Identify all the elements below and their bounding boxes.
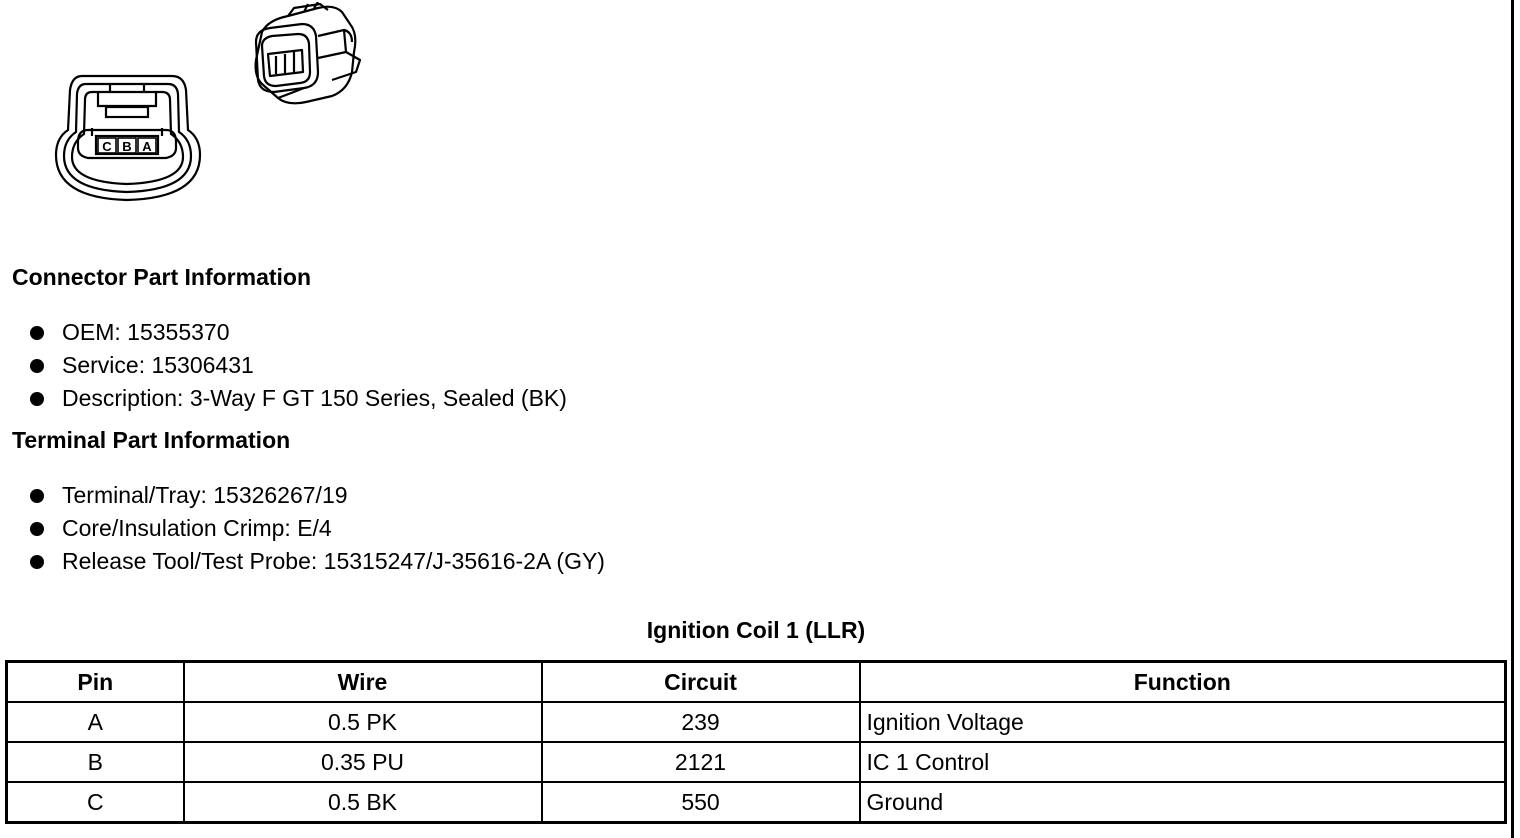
header-wire: Wire xyxy=(184,662,542,703)
cavity-label-c: C xyxy=(102,139,112,154)
connector-part-information-heading: Connector Part Information xyxy=(12,264,312,290)
table-row xyxy=(7,742,1506,782)
list-item-text: OEM: 15355370 xyxy=(62,319,230,345)
connector-part-information-list xyxy=(30,316,567,415)
list-item xyxy=(30,382,567,415)
bullet-icon xyxy=(30,489,44,503)
list-item xyxy=(30,545,605,578)
terminal-part-information-heading: Terminal Part Information xyxy=(12,427,291,453)
bullet-icon xyxy=(30,359,44,373)
list-item-text: Release Tool/Test Probe: 15315247/J-35616-2A (GY) xyxy=(62,548,605,574)
terminal-part-information-list xyxy=(30,479,605,578)
cell-circuit: 239 xyxy=(542,702,860,742)
table-row xyxy=(7,782,1506,823)
table-header-row xyxy=(7,662,1506,703)
header-pin: Pin xyxy=(7,662,184,703)
cell-function: IC 1 Control xyxy=(860,742,1506,782)
header-circuit: Circuit xyxy=(542,662,860,703)
list-item-text: Description: 3-Way F GT 150 Series, Sealed (BK) xyxy=(62,385,567,411)
list-item-text: Service: 15306431 xyxy=(62,352,254,378)
header-function: Function xyxy=(860,662,1506,703)
list-item xyxy=(30,479,605,512)
connector-isometric-view-illustration xyxy=(248,2,368,106)
pin-table-title: Ignition Coil 1 (LLR) xyxy=(646,617,866,643)
bullet-icon xyxy=(30,555,44,569)
cavity-label-b: B xyxy=(122,139,132,154)
list-item-text: Core/Insulation Crimp: E/4 xyxy=(62,515,332,541)
bullet-icon xyxy=(30,326,44,340)
cell-wire: 0.5 BK xyxy=(184,782,542,823)
bullet-icon xyxy=(30,522,44,536)
connector-front-view-illustration xyxy=(52,70,202,205)
cell-pin: A xyxy=(7,702,184,742)
table-row xyxy=(7,702,1506,742)
cell-wire: 0.35 PU xyxy=(184,742,542,782)
cell-circuit: 550 xyxy=(542,782,860,823)
pin-table xyxy=(5,660,1507,824)
cell-wire: 0.5 PK xyxy=(184,702,542,742)
list-item xyxy=(30,349,567,382)
list-item-text: Terminal/Tray: 15326267/19 xyxy=(62,482,348,508)
cell-circuit: 2121 xyxy=(542,742,860,782)
cell-function: Ground xyxy=(860,782,1506,823)
cell-pin: B xyxy=(7,742,184,782)
bullet-icon xyxy=(30,392,44,406)
cell-pin: C xyxy=(7,782,184,823)
cavity-label-a: A xyxy=(142,139,152,154)
list-item xyxy=(30,512,605,545)
cell-function: Ignition Voltage xyxy=(860,702,1506,742)
page-border-rule xyxy=(1511,0,1514,838)
list-item xyxy=(30,316,567,349)
